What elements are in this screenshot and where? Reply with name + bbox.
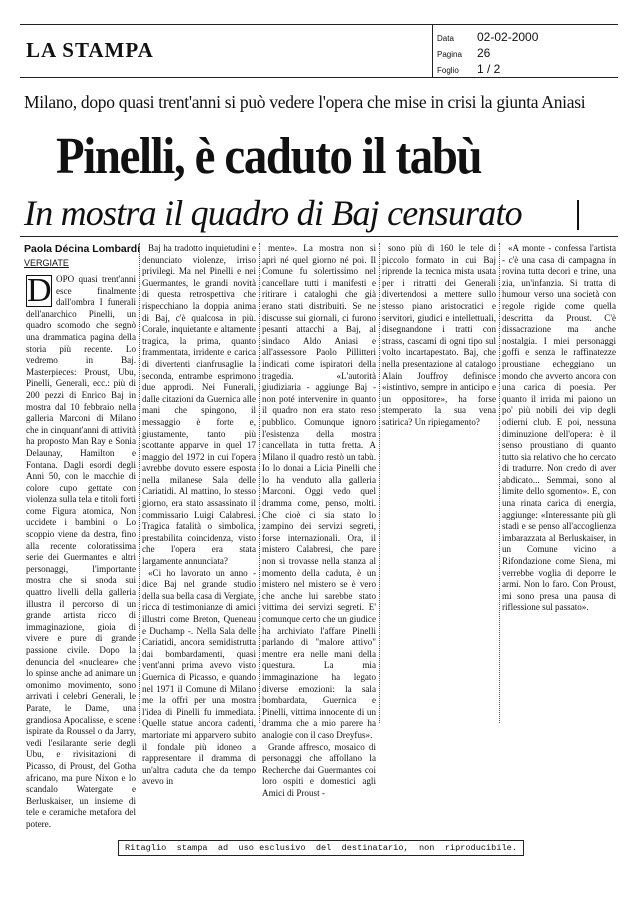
paragraph: «A monte - confessa l'artista - c'è una casa di campagna in rovina tutta decori e trine, una zia, un'infanzia. Si tratta di humour verso una società con regole rigide come quella descritta da Proust. C'è dissacrazione ma anche nostalgia. I miei personaggi goffi e senza le raffinatezze proustiane echeggiano un mondo che avverto ancora con una carica di poesia. Per quanto il irrida mi paiono un po' più nobili dei vip degli odierni club. E poi, nessuna diminuzione dell'opera: è il senso proustiano di quanto tutto sia relativo che ho cercato di tradurre. Non credo di aver abdicato... Semmai, sono al limite dello sgomento». E, con una rinata carica di energia, aggiunge: «Interessante più gli stadi e se penso all'accoglienza imbarazzata al Berluskaiser, in un Comune vicino a Rifondazione come Siena, mi verrebbe voglia di deporre le armi. Non lo faro. Con Proust, mi sono presa una pausa di riflessione sul passato». [502, 243, 616, 613]
article-kicker: Milano, dopo quasi trent'anni si può vedere l'opera che mise in crisi la giunta Aniasi [24, 92, 586, 112]
reproduction-notice: Ritaglio stampa ad uso esclusivo del destinatario, non riproducibile. [118, 840, 524, 856]
article-subheadline: In mostra il quadro di Baj censurato [24, 193, 522, 233]
column-gutter [499, 243, 500, 723]
paragraph: sono più di 160 le tele di piccolo formato in cui Baj riprende la tecnica mista usata per i ritratti dei Generali divertendosi a mettere sullo stesso piano aristocratici e servitori, giudici e intellettuali, disegnandone i tratti con strass, cascami di ogni tipo sul volto incartapestato. Baj, che nella presentazione al catalogo Alain Jouffroy definisce «istintivo, sempre in anticipo e un oppositore», ha forse stemperato la sua vena satirica? Un ripiegamento? [382, 243, 496, 427]
subheadline-rule [577, 200, 579, 230]
paragraph: OPO quasi trent'anni esce finalmente dall'ombra I funerali dell'anarchico Pinelli, un quadro scomodo che segnò una drammatica pagina della storia più recente. Lo vedremo in Baj. Masterpieces: Proust, Ubu, Pinelli, Generali, ecc.: più di 200 pezzi di Enrico Baj in mostra dal 10 febbraio nella galleria Marconi di Milano che in cinquant'anni di attività ha proposto Man Ray e Sonia Delaunay, Hamilton e Fontana. Dagli esordi degli Anni 50, con le macchie di colore cupo gettate con violenza sulla tela e titoli forti come Figura atomica, Non uccidete i bambini o Lo scoppio viene da destra, fino alla recente coloratissima serie dei Guermantes e altri personaggi, l'importante mostra che si snoda sui quattro livelli della galleria illustra il percorso di un grande artista ricco di immaginazione, gioia di vivere e pure di grande passione civile. Dopo la denuncia del «nucleare» che lo spinse anche ad animare un omonimo movimento, sono arrivati i celebri Generali, le Parate, le Dame, una grandiosa Apocalisse, e scene ispirate da Roussel o da Jarry, vedi l'esilarante serie degli Ubu, e rivisitazioni di Picasso, di Proust, del Gotha africano, ma pure Nixon e lo scandalo Watergate e Berluskaiser, un insieme di tele e ceramiche metafora del potere. [26, 274, 136, 829]
meta-value: 26 [477, 46, 491, 60]
article-dateline: VERGIATE [24, 258, 69, 268]
meta-label: Pagina [437, 50, 462, 59]
meta-label: Data [437, 34, 454, 43]
article-column-2 [142, 243, 256, 787]
column-gutter [139, 243, 140, 723]
meta-value: 1 / 2 [477, 62, 501, 76]
article-column-1 [26, 272, 136, 829]
paragraph: «Ci ho lavorato un anno - dice Baj nel grande studio della sua bella casa di Vergiate, ricca di testimonianze di amici illustri come Breton, Queneau e Duchamp -. Nella Sala delle Cariatidi, ancora semidistrutta dai bombardamenti, quasi vent'anni prima avevo visto Guernica di Picasso, e quando nel 1971 il Comune di Milano me la offrì per una mostra l'idea di Pinelli fu immediata. Quelle statue ancora cadenti, martoriate mi apparvero subito il fondale più idoneo a rappresentare il dramma di un'altra caduta che da tempo avevo in [142, 567, 256, 787]
article-column-4 [382, 243, 496, 723]
clipping-meta [432, 25, 619, 77]
article-author: Paola Décina Lombardi [24, 243, 141, 255]
divider [20, 236, 618, 237]
meta-row-sheet [437, 60, 500, 78]
article-headline: Pinelli, è caduto il tabù [56, 128, 482, 185]
meta-value: 02-02-2000 [477, 30, 539, 44]
newspaper-brand: LA STAMPA [26, 38, 154, 62]
paragraph: Grande affresco, mosaico di personaggi che affollano la Recherche dai Guermantes coi loro ospiti e domestici agli Amici di Proust - [262, 741, 376, 798]
masthead [20, 24, 618, 78]
drop-cap: D [27, 272, 52, 309]
article-column-3 [262, 243, 376, 798]
paragraph: Baj ha tradotto inquietudini e denunciato violenze, irriso privilegi. Ma nel Pinelli e nei Guermantes, le grandi novità di questa retrospettiva che rispecchiano la doppia anima di Baj, c'è qualcosa in più. Corale, inquietante e altamente tragica, la prima, quanto frammentata, irridente e carica di divertenti cianfrusaglie la seconda, entrambe esprimono due approdi. Nei Funerali, dalle citazioni da Guernica alle mani che spingono, il messaggio è forte e, giustamente, tanto più scottante apparve in quel 17 maggio del 1972 in cui l'opera avrebbe dovuto essere esposta nella milanese Sala delle Cariatidi. Al mattino, lo stesso giorno, era stato assassinato il commissario Luigi Calabresi. Tragica fatalità o simbolica, prestabilita coincidenza, visto che l'opera era stata largamente annunciata? [142, 243, 256, 567]
article-column-5 [502, 243, 616, 723]
meta-label: Foglio [437, 66, 459, 75]
column-gutter [379, 243, 380, 723]
column-gutter [259, 243, 260, 723]
paragraph: mente». La mostra non si aprì né quel giorno né poi. Il Comune fu solertissimo nel cancellare tutti i manifesti e ritirare i cataloghi che già erano stati distribuiti. Se ne discusse sui giornali, ci furono pesanti attacchi a Baj, al sindaco Aldo Aniasi e all'assessore Paolo Pillitteri indicati come ispiratori della tragedia. «L'autorità giudiziaria - aggiunge Baj - non poté intervenire in quanto il quadro non era stato reso pubblico. Comunque ignoro l'esistenza della mostra cancellata in tutta fretta. A Milano il quadro restò un tabù. Io lo donai a Licia Pinelli che lo ha venduto alla galleria Marconi. Oggi vedo quel dramma come, penso, molti. Che cioè ci sia stato lo zampino dei servizi segreti, forse internazionali. Ora, il mistero Calabresi, che pare non si trovasse nella stanza al momento della caduta, è un mistero nel mistero se è vero che anche lui sarebbe stato vittima dei servizi segreti. E' comunque certo che un giudice ha archiviato l'affare Pinelli parlando di "malore attivo" mentre era nelle mani della questura. La mia immaginazione ha legato diverse emozioni: la sala bombardata, Guernica e Pinelli, vittima innocente di un dramma che a mio parere ha analogie con il caso Dreyfus». [262, 243, 376, 740]
